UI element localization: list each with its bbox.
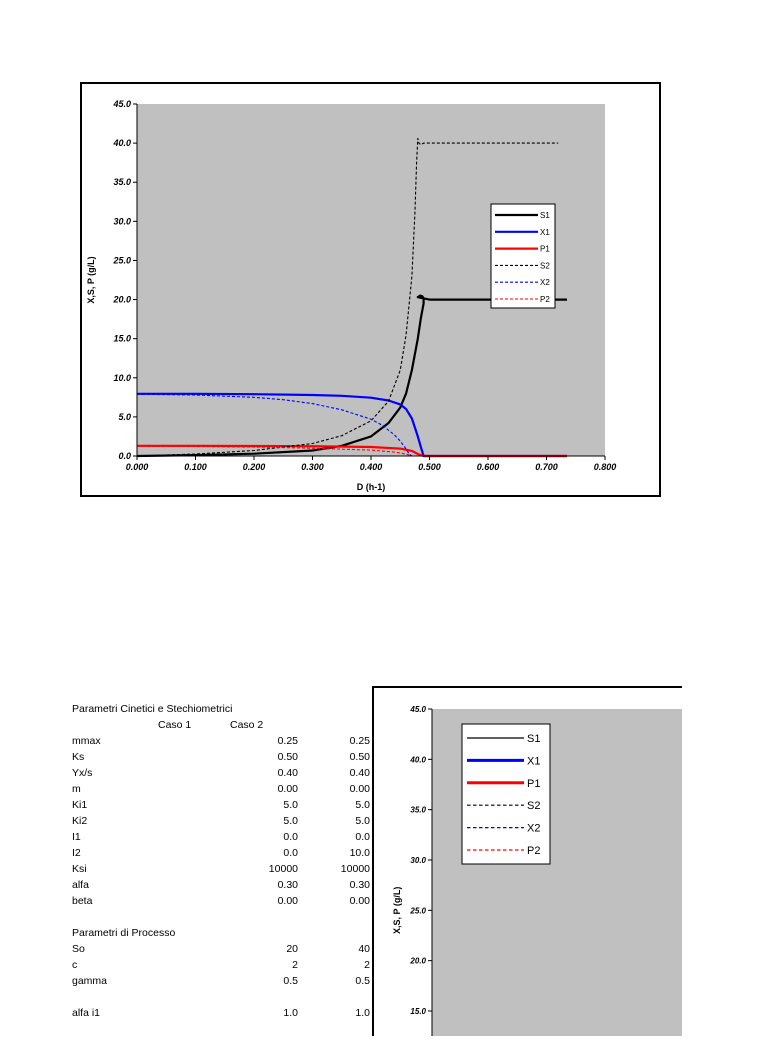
legend-label-s2: S2 (527, 800, 541, 813)
kinetic-row-ki2 (72, 813, 412, 829)
param-name: Ksi (72, 863, 87, 875)
case-2-value: 0.40 (349, 767, 370, 779)
case-2-value: 0.50 (349, 751, 370, 763)
process-row-c (72, 957, 412, 973)
param-name: alfa i1 (72, 1007, 101, 1019)
case-2-value: 0.00 (349, 783, 370, 795)
y-tick-label: 30.0 (113, 216, 131, 227)
param-name: c (72, 959, 78, 971)
y-tick-label: 40.0 (410, 755, 426, 765)
case-1-value: 1.0 (283, 1007, 298, 1019)
case-2-value: 0.30 (349, 879, 370, 891)
x-tick-label: 0.200 (242, 462, 266, 472)
y-tick-label: 25.0 (113, 255, 131, 266)
x-tick-label: 0.400 (359, 462, 383, 472)
kinetic-row-i2 (72, 845, 412, 861)
legend-label-p2: P2 (540, 295, 550, 304)
case-1-value: 0.00 (277, 895, 298, 907)
case-2-value: 0.5 (355, 975, 370, 987)
kinetic-row-ksi (72, 861, 412, 877)
case-2-value: 0.25 (349, 735, 370, 747)
chart-1-frame (80, 82, 661, 497)
case-1-header: Caso 1 (158, 719, 192, 731)
y-tick-label: 45.0 (113, 99, 131, 109)
params-header-row (72, 717, 412, 733)
kinetic-row-ki1 (72, 797, 412, 813)
case-1-value: 5.0 (283, 815, 298, 827)
kinetic-row-m (72, 781, 412, 797)
legend-label-x1: X1 (540, 227, 550, 237)
case-1-value: 0.40 (277, 767, 298, 779)
param-name: Ki2 (72, 815, 88, 827)
case-2-value: 0.0 (355, 831, 370, 843)
param-name: So (72, 943, 85, 955)
param-name: m (72, 783, 81, 795)
kinetic-row-i1 (72, 829, 412, 845)
process-title-row (72, 925, 412, 941)
case-1-value: 20 (286, 943, 298, 955)
case-1-value: 5.0 (283, 799, 298, 811)
legend-label-p1: P1 (540, 244, 550, 254)
param-name: I1 (72, 831, 81, 843)
y-tick-label: 15.0 (113, 333, 131, 344)
y-tick-label: 15.0 (410, 1007, 426, 1016)
extra-row-alfa-i1 (72, 1005, 412, 1021)
y-tick-label: 10.0 (113, 372, 131, 383)
param-name: mmax (72, 735, 101, 747)
case-2-header: Caso 2 (230, 719, 264, 731)
y-tick-label: 0.0 (118, 451, 131, 461)
process-row-so (72, 941, 412, 957)
legend-label-s1: S1 (540, 211, 550, 220)
chart-2 (374, 688, 682, 1036)
kinetic-row-beta (72, 893, 412, 909)
case-2-value: 10.0 (349, 847, 370, 859)
legend-label-x2: X2 (540, 278, 550, 288)
param-name: Ks (72, 751, 85, 763)
chart-2-frame (372, 686, 682, 1036)
legend-label-x1: X1 (527, 755, 541, 768)
x-tick-label: 0.500 (418, 462, 441, 472)
case-2-value: 5.0 (355, 799, 370, 811)
case-1-value: 0.50 (277, 751, 298, 763)
process-row-gamma (72, 973, 412, 989)
param-name: Yx/s (72, 767, 93, 779)
legend-label-p2: P2 (527, 845, 541, 857)
legend-label-s2: S2 (540, 261, 550, 271)
parameters-table (72, 701, 412, 1021)
case-1-value: 0.0 (283, 831, 298, 843)
case-2-value: 5.0 (355, 815, 370, 827)
param-name: alfa (72, 879, 89, 891)
x-tick-label: 0.800 (593, 462, 617, 472)
x-tick-label: 0.600 (476, 462, 500, 472)
param-name: gamma (72, 975, 108, 987)
case-2-value: 1.0 (355, 1007, 370, 1019)
y-tick-label: 35.0 (113, 177, 131, 188)
y-tick-label: 20.0 (113, 294, 131, 305)
y-tick-label: 40.0 (113, 138, 131, 149)
x-axis-title: D (h-1) (356, 482, 386, 492)
param-name: I2 (72, 847, 81, 859)
case-1-value: 0.30 (277, 879, 298, 891)
legend (491, 204, 555, 308)
legend-label-x2: X2 (527, 822, 541, 835)
chart-1 (82, 84, 659, 495)
process-title: Parametri di Processo (72, 927, 176, 939)
params-title: Parametri Cinetici e Stechiometrici (72, 703, 233, 715)
case-1-value: 10000 (268, 863, 298, 875)
kinetic-row-yx-s (72, 765, 412, 781)
case-1-value: 0.5 (283, 975, 298, 987)
param-name: beta (72, 895, 93, 907)
case-1-value: 0.00 (277, 783, 298, 795)
case-1-value: 0.25 (277, 735, 298, 747)
legend-box (462, 724, 550, 864)
legend (462, 724, 550, 864)
x-tick-label: 0.000 (125, 462, 149, 472)
y-tick-label: 20.0 (410, 956, 426, 966)
x-tick-label: 0.700 (535, 462, 558, 472)
legend-label-s1: S1 (527, 733, 541, 745)
y-tick-label: 35.0 (410, 805, 426, 815)
case-2-value: 0.00 (349, 895, 370, 907)
params-title-row (72, 701, 412, 717)
y-tick-label: 5.0 (118, 411, 131, 422)
kinetic-row-alfa (72, 877, 412, 893)
x-tick-label: 0.100 (184, 462, 207, 472)
y-tick-label: 30.0 (410, 856, 426, 865)
case-1-value: 0.0 (283, 847, 298, 859)
x-tick-label: 0.300 (301, 462, 324, 472)
y-tick-label: 25.0 (410, 906, 426, 916)
kinetic-row-mmax (72, 733, 412, 749)
case-1-value: 2 (292, 959, 298, 971)
case-2-value: 40 (358, 943, 370, 955)
y-axis-title: X,S, P (g/L) (392, 886, 402, 935)
case-2-value: 2 (364, 959, 370, 971)
case-2-value: 10000 (340, 863, 370, 875)
kinetic-row-ks (72, 749, 412, 765)
y-axis-title: X,S, P (g/L) (86, 256, 96, 304)
param-name: Ki1 (72, 799, 88, 811)
legend-label-p1: P1 (527, 777, 541, 790)
y-tick-label: 45.0 (410, 705, 426, 714)
